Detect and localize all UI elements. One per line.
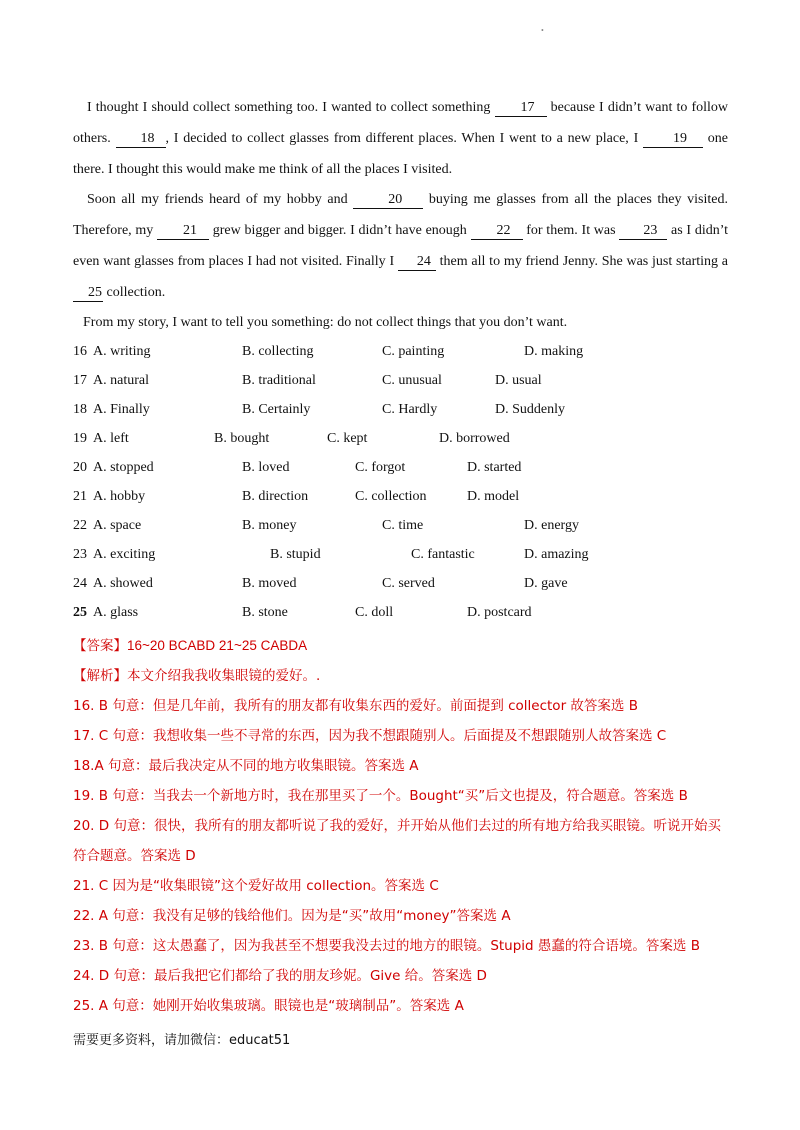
option-c: C. served <box>382 576 435 591</box>
option-a: A. space <box>93 518 142 533</box>
question-number: 20 <box>73 460 87 475</box>
option-d: D. energy <box>524 518 579 533</box>
option-b: B. moved <box>242 576 297 591</box>
option-c: C. doll <box>355 605 394 620</box>
option-b: B. loved <box>242 460 290 475</box>
blank-18: 18 <box>116 131 166 148</box>
question-number: 16 <box>73 344 87 359</box>
analysis-summary: 【解析】本文介绍我我收集眼镜的爱好。. <box>73 668 321 684</box>
passage-text: I thought I should collect something too. I wanted to collect something <box>87 100 495 115</box>
passage-conclusion: From my story, I want to tell you something: do not collect things that you don’t want. <box>83 315 568 330</box>
passage-paragraph-1 <box>73 92 728 185</box>
page-mark: • <box>541 26 544 35</box>
option-d: D. started <box>467 460 522 475</box>
option-c: C. collection <box>355 489 427 504</box>
option-a: A. stopped <box>93 460 154 475</box>
question-number: 22 <box>73 518 87 533</box>
question-number: 21 <box>73 489 87 504</box>
option-a: A. showed <box>93 576 153 591</box>
blank-22: 22 <box>471 223 523 240</box>
option-d: D. making <box>524 344 584 359</box>
option-b: B. traditional <box>242 373 316 388</box>
question-number: 17 <box>73 373 87 388</box>
answer-section <box>73 631 733 1021</box>
option-a: A. Finally <box>93 402 150 417</box>
blank-24: 24 <box>398 254 436 271</box>
option-b: B. Certainly <box>242 402 311 417</box>
option-d: D. usual <box>495 373 542 388</box>
option-a: A. glass <box>93 605 139 620</box>
option-b: B. stupid <box>270 547 321 562</box>
option-d: D. Suddenly <box>495 402 565 417</box>
explanation-21: 21. C 因为是“收集眼镜”这个爱好故用 collection。答案选 C <box>73 878 439 894</box>
passage-text: as I didn’t even want glasses from places I had not visited. Finally I <box>73 223 729 269</box>
option-c: C. forgot <box>355 460 406 475</box>
option-d: D. gave <box>524 576 568 591</box>
explanation-16: 16. B 句意：但是几年前，我所有的朋友都有收集东西的爱好。前面提到 collector 故答案选 B <box>73 698 638 714</box>
question-number: 23 <box>73 547 87 562</box>
blank-23: 23 <box>619 223 667 240</box>
option-a: A. natural <box>93 373 149 388</box>
option-b: B. stone <box>242 605 288 620</box>
explanation-18: 18.A 句意：最后我决定从不同的地方收集眼镜。答案选 A <box>73 758 419 774</box>
option-c: C. time <box>382 518 424 533</box>
question-number: 24 <box>73 576 87 591</box>
passage-text: buying me glasses from all the places they visited. Therefore, my <box>73 192 728 238</box>
option-b: B. money <box>242 518 297 533</box>
option-a: A. hobby <box>93 489 146 504</box>
passage-text: collection. <box>103 285 166 300</box>
explanation-25: 25. A 句意：她刚开始收集玻璃。眼镜也是“玻璃制品”。答案选 A <box>73 998 464 1014</box>
explanation-22: 22. A 句意：我没有足够的钱给他们。因为是“买”故用“money”答案选 A <box>73 908 511 924</box>
option-c: C. kept <box>327 431 368 446</box>
passage-text: them all to my friend Jenny. She was just starting a <box>435 254 728 269</box>
passage-paragraph-2 <box>73 184 728 308</box>
blank-25: 25 <box>73 285 103 302</box>
option-d: D. amazing <box>524 547 589 562</box>
passage-paragraph-3 <box>73 307 728 338</box>
question-number: 18 <box>73 402 87 417</box>
passage-text: because I didn’t want to follow others. <box>73 100 729 146</box>
explanation-24: 24. D 句意：最后我把它们都给了我的朋友珍妮。Give 给。答案选 D <box>73 968 487 984</box>
blank-20: 20 <box>353 192 423 209</box>
option-b: B. collecting <box>242 344 314 359</box>
option-b: B. bought <box>214 431 270 446</box>
passage-text: grew bigger and bigger. I didn’t have enough <box>209 223 471 238</box>
option-c: C. painting <box>382 344 445 359</box>
option-c: C. unusual <box>382 373 442 388</box>
option-d: D. borrowed <box>439 431 510 446</box>
blank-19: 19 <box>643 131 703 148</box>
explanation-17: 17. C 句意：我想收集一些不寻常的东西，因为我不想跟随别人。后面提及不想跟随别人故答案选 C <box>73 728 667 744</box>
option-a: A. writing <box>93 344 151 359</box>
blank-21: 21 <box>157 223 209 240</box>
explanation-23: 23. B 句意：这太愚蠢了，因为我甚至不想要我没去过的地方的眼镜。Stupid 愚蠢的符合语境。答案选 B <box>73 938 700 954</box>
option-b: B. direction <box>242 489 309 504</box>
blank-17: 17 <box>495 100 547 117</box>
option-c: C. fantastic <box>411 547 475 562</box>
question-number: 19 <box>73 431 87 446</box>
option-a: A. exciting <box>93 547 156 562</box>
answer-key: 【答案】16~20 BCABD 21~25 CABDA <box>73 638 308 653</box>
option-d: D. postcard <box>467 605 532 620</box>
passage-text: Soon all my friends heard of my hobby and <box>87 192 354 207</box>
option-d: D. model <box>467 489 520 504</box>
option-c: C. Hardly <box>382 402 438 417</box>
explanation-20: 20. D 句意：很快，我所有的朋友都听说了我的爱好，并开始从他们去过的所有地方给我买眼镜。听说开始买符合题意。答案选 D <box>73 818 721 864</box>
passage-text: one there. I thought this would make me think of all the places I visited. <box>73 131 729 177</box>
question-number: 25 <box>73 605 87 620</box>
footer-note: 需要更多资料，请加微信：educat51 <box>73 1033 291 1048</box>
explanation-19: 19. B 句意：当我去一个新地方时，我在那里买了一个。Bought“买”后文也提及，符合题意。答案选 B <box>73 788 688 804</box>
passage-text: , I decided to collect glasses from different places. When I went to a new place, I <box>165 131 644 146</box>
option-a: A. left <box>93 431 129 446</box>
passage-text: for them. It was <box>522 223 620 238</box>
